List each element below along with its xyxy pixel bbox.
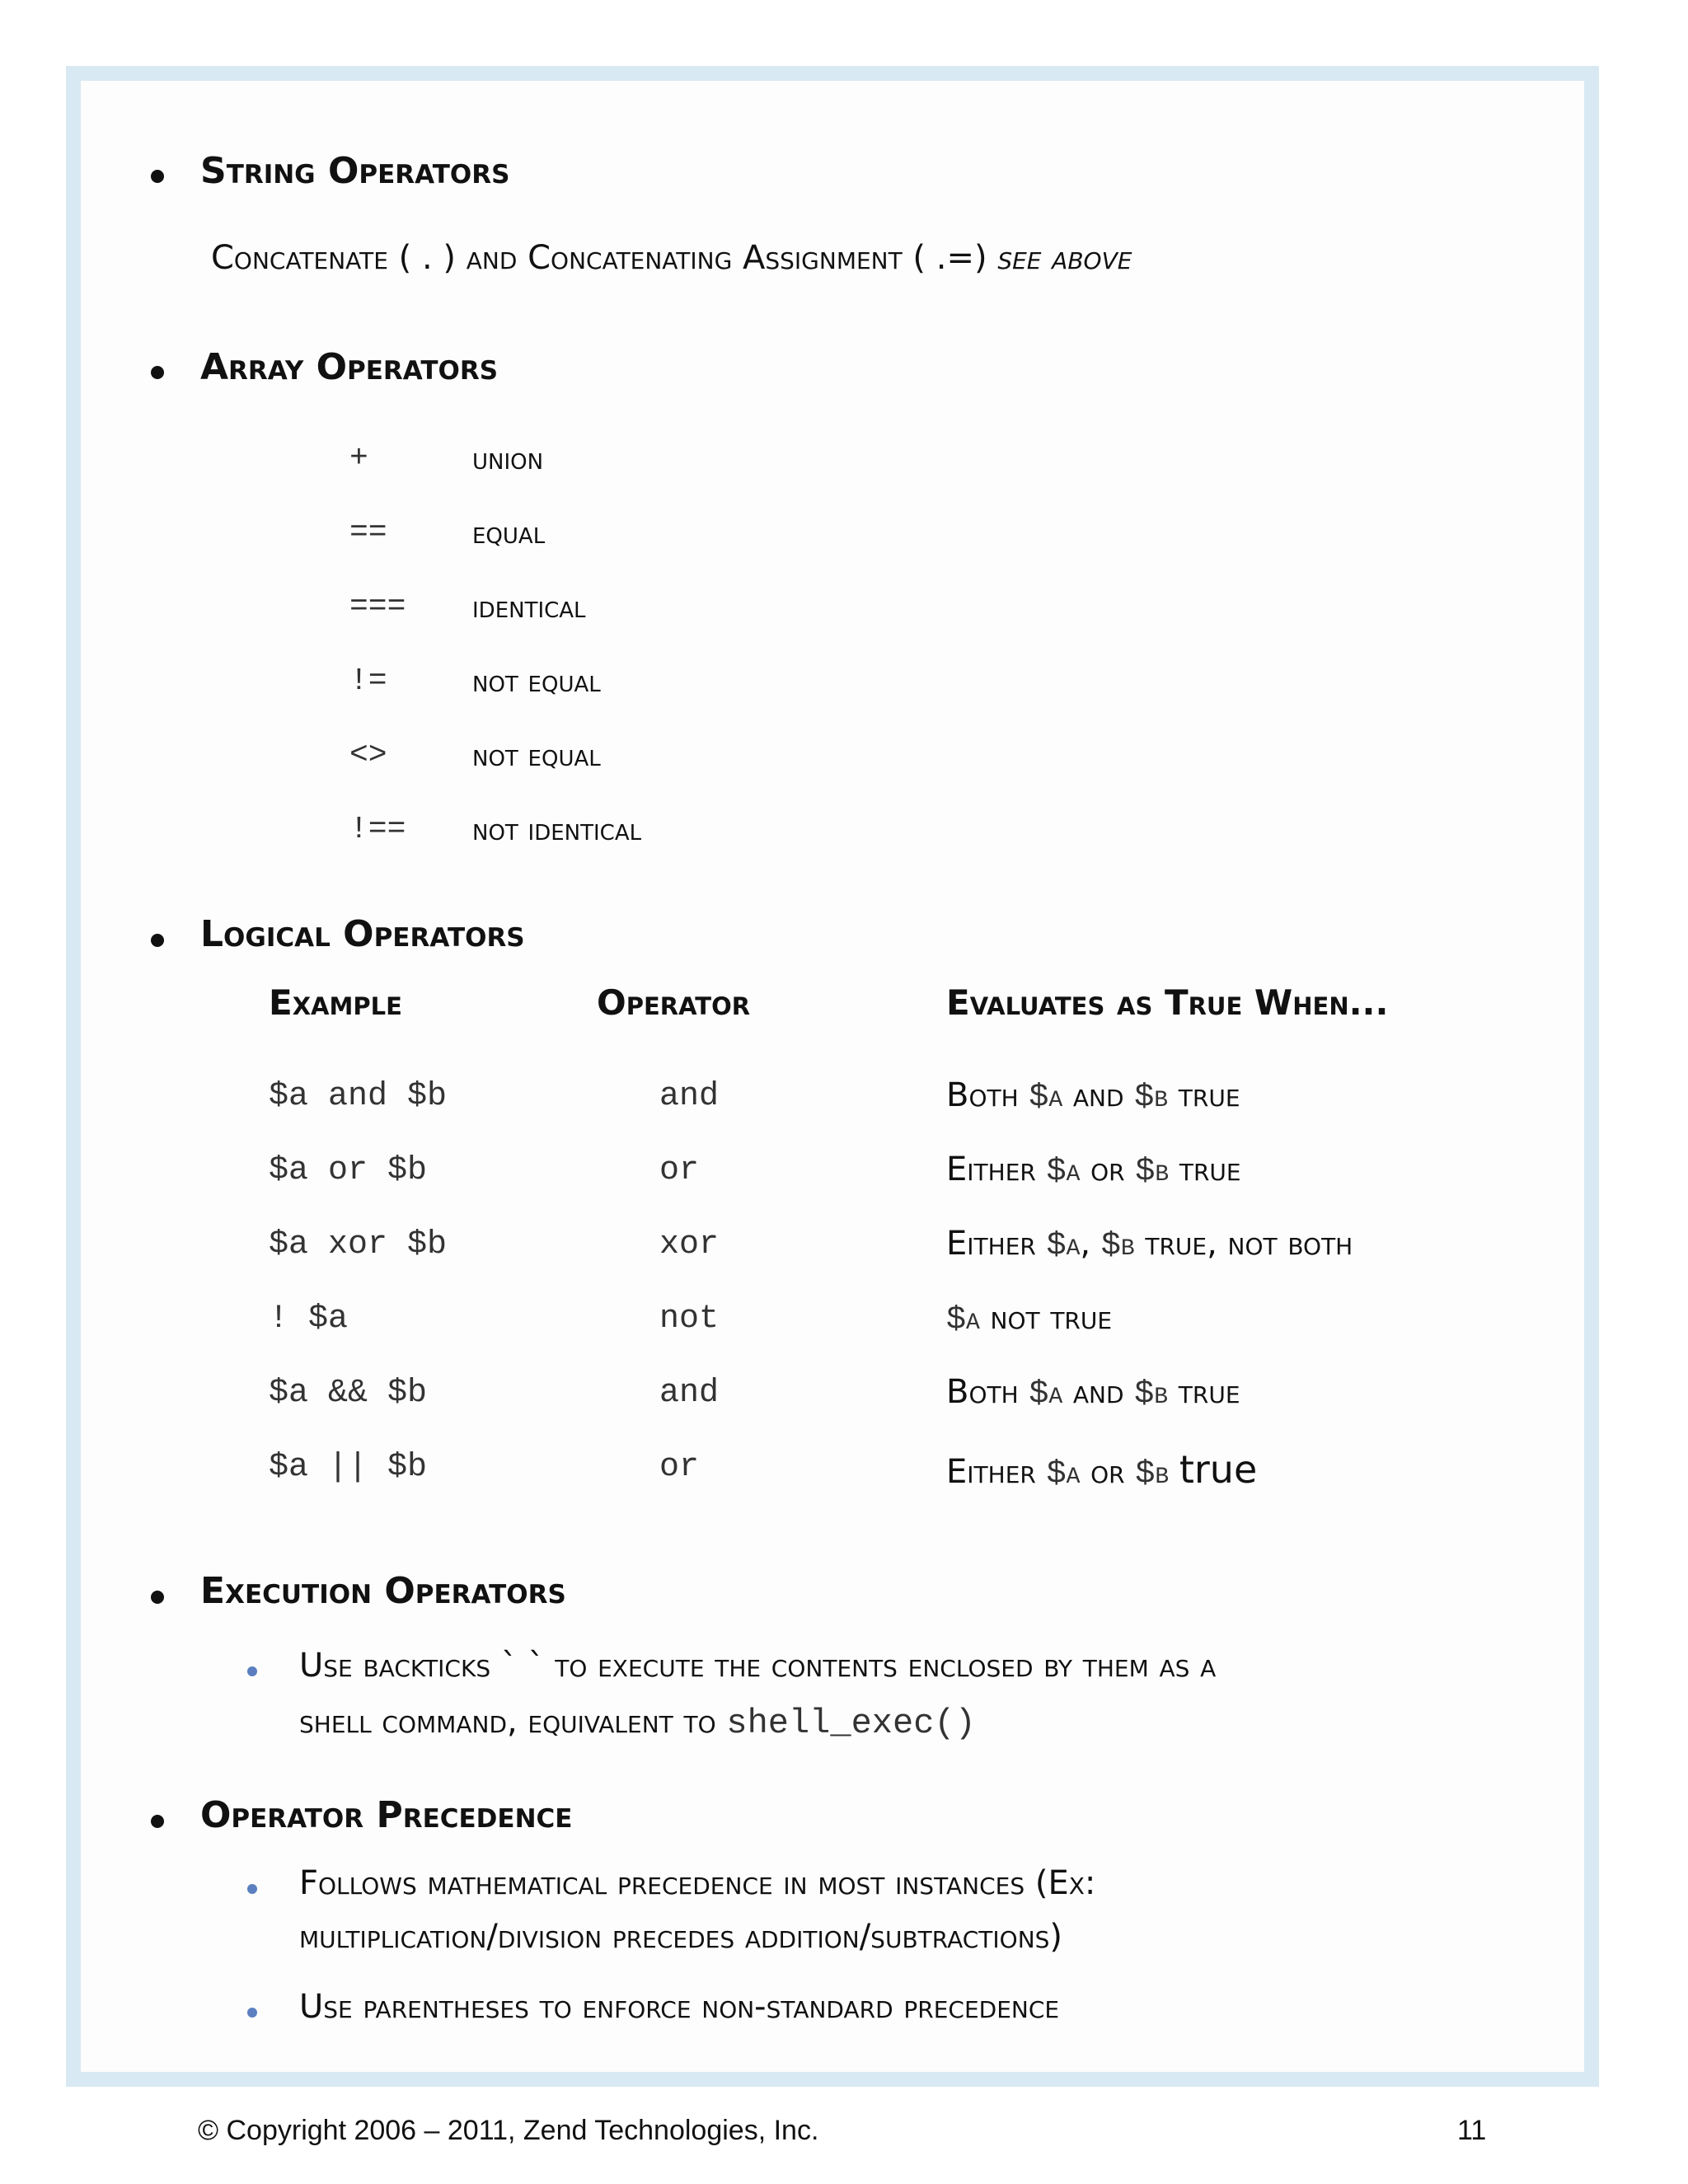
execution-equivalent: shell command, equivalent to — [299, 1703, 716, 1741]
logical-example: ! $a — [269, 1301, 349, 1338]
logical-example: $a && $b — [269, 1375, 428, 1412]
string-operators-body — [211, 239, 1132, 277]
array-op-desc: not equal — [472, 738, 601, 773]
precedence-item2: Use parentheses to enforce non-standard precedence — [299, 1988, 1060, 2026]
logical-result: Both $a and $b true — [946, 1373, 1240, 1413]
logical-operator: xor — [659, 1226, 720, 1263]
sub-bullet — [247, 1884, 257, 1894]
logical-operator: and — [659, 1375, 720, 1412]
array-op-desc: not equal — [472, 663, 601, 699]
array-op-desc: identical — [472, 589, 586, 625]
array-op-symbol: <> — [349, 738, 387, 773]
logical-example: $a or $b — [269, 1152, 428, 1189]
section-title: Logical Operators — [200, 913, 525, 955]
column-header-operator: Operator — [597, 982, 751, 1023]
array-op-symbol: !== — [349, 812, 406, 847]
sub-bullet — [247, 2008, 257, 2018]
array-op-symbol: == — [349, 515, 387, 551]
concat-text: Concatenate ( . ) and Concatenating Assignment ( .=) — [211, 239, 987, 277]
section-title: String Operators — [200, 150, 510, 192]
precedence-item1-line1: Follows mathematical precedence in most instances (Ex: — [299, 1864, 1096, 1902]
array-op-symbol: === — [349, 589, 406, 625]
logical-result: $a not true — [946, 1299, 1113, 1339]
logical-result: Either $a, $b true, not both — [946, 1225, 1353, 1265]
logical-operator: or — [659, 1449, 700, 1486]
sub-bullet — [247, 1666, 257, 1676]
see-above: see above — [997, 239, 1132, 277]
bullet — [151, 934, 164, 947]
bullet — [151, 366, 164, 379]
bullet — [151, 170, 164, 183]
logical-operator: or — [659, 1152, 700, 1189]
page-number: 11 — [1457, 2115, 1487, 2146]
bullet — [151, 1591, 164, 1604]
logical-example: $a and $b — [269, 1078, 448, 1115]
array-op-desc: union — [472, 441, 544, 476]
precedence-item1-line2: multiplication/division precedes addition/subtractions) — [299, 1918, 1063, 1956]
logical-operator: and — [659, 1078, 720, 1115]
section-title: Operator Precedence — [200, 1794, 573, 1836]
section-title: Array Operators — [200, 346, 499, 388]
execution-text-line1: Use backticks ` ` to execute the contents enclosed by them as a — [299, 1647, 1217, 1685]
logical-result: Both $a and $b true — [946, 1076, 1240, 1117]
column-header-result: Evaluates as True When... — [946, 982, 1389, 1023]
array-op-symbol: + — [349, 441, 368, 476]
array-op-symbol: != — [349, 663, 387, 699]
logical-result: Either $a or $b true — [946, 1151, 1241, 1191]
column-header-example: Example — [269, 982, 402, 1023]
bullet — [151, 1815, 164, 1828]
logical-example: $a || $b — [269, 1449, 428, 1486]
logical-result: Either $a or $b true — [946, 1447, 1258, 1493]
execution-text-line2 — [299, 1703, 976, 1743]
logical-example: $a xor $b — [269, 1226, 448, 1263]
shell-exec-func: shell_exec() — [726, 1704, 976, 1743]
section-title: Execution Operators — [200, 1570, 566, 1612]
array-op-desc: equal — [472, 515, 546, 551]
array-op-desc: not identical — [472, 812, 642, 847]
logical-operator: not — [659, 1301, 720, 1338]
footer-copyright: © Copyright 2006 – 2011, Zend Technologies, Inc. — [198, 2115, 819, 2146]
